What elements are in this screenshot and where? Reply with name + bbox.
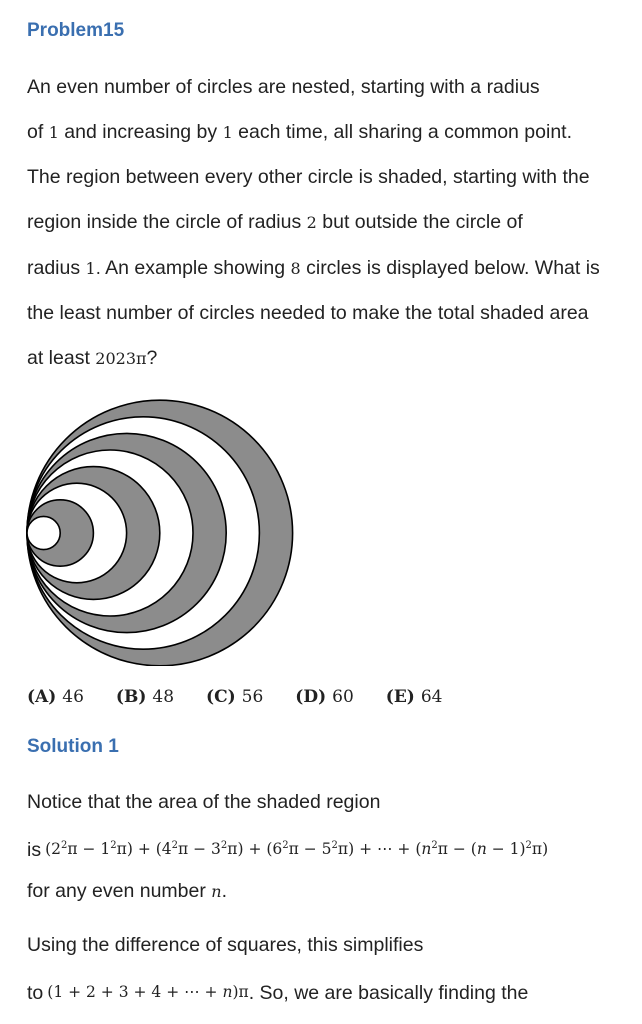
shaded-area-formula: $(2^2\pi - 1^2\pi) + (4^2\pi - 3^2\pi) + (6^2\pi - 5^2\pi)$ + ⋯ + $(n^2\pi - (n - 1)^2\pi)$ [45,840,549,859]
solution-line-5-suffix: . So, we are basically finding the [248,982,529,1004]
math-inline: 1 [48,123,59,142]
math-inline: 1 [222,123,233,142]
answer-choice-b[interactable] [116,687,174,707]
math-inline: 8 [290,259,301,278]
text-segment: ? [146,347,158,369]
solution-line-5-prefix: to [27,982,44,1004]
answer-choice-label: (C) [206,687,236,707]
solution-line-2 [27,834,548,862]
answer-choice-value: 64 [420,687,443,707]
solution-line-1: Notice that the area of the shaded region [27,791,381,813]
text-segment: of [27,121,49,143]
math-inline: n [211,882,222,901]
solution-line-4: Using the difference of squares, this simplifies [27,934,424,956]
problem-line-5 [27,256,600,281]
answer-choice-label: (B) [115,687,147,707]
text-segment: radius [27,257,86,279]
answer-choice-c[interactable] [206,687,263,707]
text-segment: An even number of circles are nested, starting with a radius [27,76,540,98]
text-segment: at least [27,347,96,369]
solution-line-3 [27,879,227,904]
answer-choice-value: 56 [241,687,264,707]
answer-choice-label: (E) [385,687,415,707]
problem-line-3 [27,165,590,189]
nested-circles-figure [24,396,304,666]
math-inline: 2 [306,213,317,232]
math-inline: 2023π [95,349,147,368]
problem-line-7 [27,346,157,371]
answer-choice-label: (A) [27,687,57,707]
text-segment: but outside the circle of [316,211,523,233]
solution-line-2-prefix: is [27,839,42,862]
solution-line-5 [27,980,528,1005]
text-segment: the least number of circles needed to make the total shaded area [27,302,589,324]
answer-choice-value: 48 [152,687,175,707]
circle-radius-1 [27,516,60,549]
text-segment: circles is displayed below. What is [300,257,600,279]
text-segment: each time, all sharing a common point. [232,121,573,143]
text-segment: region inside the circle of radius [27,211,307,233]
simplified-formula: (1 + 2 + 3 + 4 + ⋯ + n)π [47,983,249,1001]
answer-choice-e[interactable] [386,687,443,707]
problem-line-6 [27,301,589,325]
problem-line-4 [27,210,523,235]
answer-choice-label: (D) [295,687,327,707]
problem-heading[interactable]: Problem15 [27,20,125,41]
answer-choice-d[interactable] [295,687,353,707]
problem-line-1 [27,75,540,99]
text-segment: An example showing [100,257,291,279]
math-inline: 1. [85,259,101,278]
answer-choice-a[interactable] [27,687,84,707]
answer-choice-value: 46 [62,687,84,707]
text-segment: The region between every other circle is shaded, starting with the [27,166,590,188]
problem-line-2 [27,120,572,145]
text-segment: for any even number [27,880,212,902]
solution-heading[interactable]: Solution 1 [27,736,119,757]
answer-choice-value: 60 [332,687,354,707]
text-segment: . [221,880,228,902]
text-segment: and increasing by [58,121,223,143]
answer-choices [27,687,474,707]
